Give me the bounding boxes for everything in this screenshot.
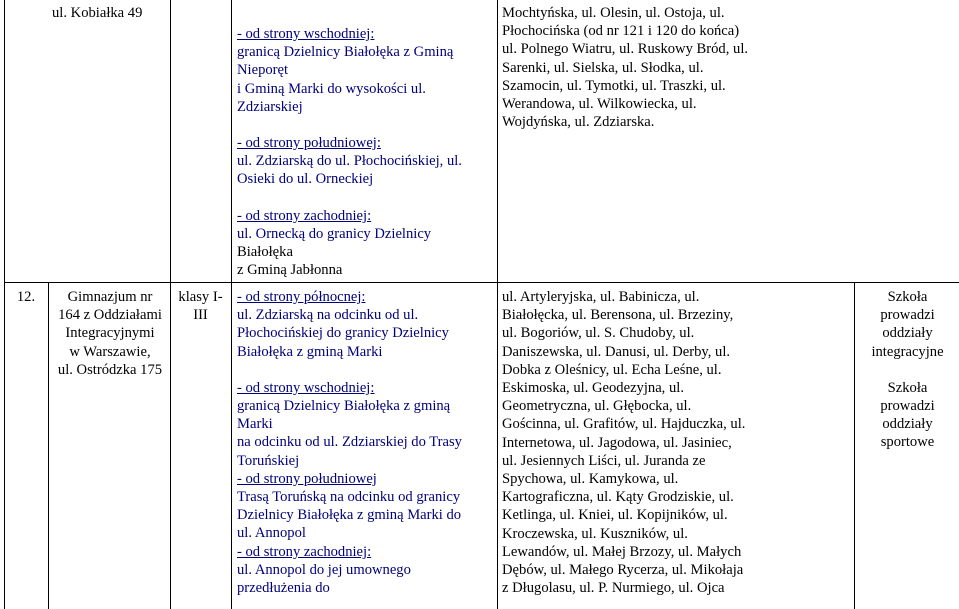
street-line: Dobka z Oleśnicy, ul. Echa Leśne, ul. xyxy=(502,361,722,378)
street-line: Płochocińska (od nr 121 i 120 do końca) xyxy=(502,23,740,40)
row12-boundaries-cell xyxy=(237,288,495,597)
row11-boundaries-cell xyxy=(237,25,495,279)
street-line: Mochtyńska, ul. Olesin, ul. Ostoja, ul. xyxy=(502,5,725,21)
boundary-line: ul. Annopol xyxy=(237,525,306,542)
boundary-line: i Gminą Marki do wysokości ul. xyxy=(237,80,426,97)
boundary-line: granicą Dzielnicy Białołęka z Gminą xyxy=(237,44,454,61)
school-name-line: w Warszawie, xyxy=(69,343,151,360)
direction-heading: - od strony zachodniej: xyxy=(237,207,372,224)
direction-heading: - od strony zachodniej: xyxy=(237,543,372,560)
classes-line: klasy I- xyxy=(178,289,223,305)
blank-line xyxy=(237,361,495,379)
direction-heading: - od strony południowej xyxy=(237,470,377,487)
boundary-line: Trasą Toruńską na odcinku od granicy xyxy=(237,489,461,506)
street-line: Spychowa, ul. Kamykowa, ul. xyxy=(502,471,679,488)
address-line: ul. Kobiałka 49 xyxy=(52,5,143,21)
note-line: Szkoła xyxy=(887,379,928,396)
street-line: ul. Jesiennych Liści, ul. Juranda ze xyxy=(502,452,706,469)
direction-heading: - od strony północnej: xyxy=(237,289,366,305)
row12-notes-cell xyxy=(856,288,959,452)
note-line: prowadzi xyxy=(880,398,935,415)
street-line: ul. Bogoriów, ul. S. Chudoby, ul. xyxy=(502,325,695,342)
direction-heading: - od strony południowej: xyxy=(237,135,381,152)
note-line: oddziały xyxy=(882,325,933,342)
street-line: Kroczewska, ul. Kuszników, ul. xyxy=(502,525,688,542)
school-name-line: ul. Ostródzka 175 xyxy=(57,361,163,378)
boundary-line: granicą Dzielnicy Białołęka z gminą xyxy=(237,398,451,415)
street-line: Daniszewska, ul. Danusi, ul. Derby, ul. xyxy=(502,343,731,360)
street-line: Białołęcka, ul. Berensona, ul. Brzeziny, xyxy=(502,307,734,324)
street-line: Gościnna, ul. Grafitów, ul. Hajduczka, ul. xyxy=(502,416,746,433)
street-line: Szamocin, ul. Tymotki, ul. Traszki, ul. xyxy=(502,77,726,94)
boundary-line: Nieporęt xyxy=(237,62,289,79)
col-divider-1 xyxy=(48,282,49,609)
row12-school-cell xyxy=(52,288,168,379)
col-divider-5 xyxy=(854,282,855,609)
boundary-line: Białołęka z gminą Marki xyxy=(237,343,383,360)
street-line: Eskimoska, ul. Geodezyjna, ul. xyxy=(502,380,684,397)
boundary-line: Białołęka xyxy=(237,244,293,261)
street-line: Ketlinga, ul. Kniei, ul. Kopijników, ul. xyxy=(502,507,728,524)
blank-line xyxy=(237,116,495,134)
street-line: z Długolasu, ul. P. Nurmiego, ul. Ojca xyxy=(502,580,725,597)
boundary-line: ul. Zdziarską do ul. Płochocińskiej, ul. xyxy=(237,153,462,170)
col-divider-4 xyxy=(497,0,498,609)
note-line: integracyjne xyxy=(871,343,944,360)
street-line: Lewandów, ul. Małej Brzozy, ul. Małych xyxy=(502,543,742,560)
note-line: sportowe xyxy=(880,434,935,451)
street-line: Internetowa, ul. Jagodowa, ul. Jasiniec, xyxy=(502,434,732,451)
street-line: Dębów, ul. Małego Rycerza, ul. Mikołaja xyxy=(502,562,744,579)
boundary-line: ul. Ornecką do granicy Dzielnicy xyxy=(237,225,432,242)
boundary-line: z Gminą Jabłonna xyxy=(237,262,343,279)
boundary-line: na odcinku od ul. Zdziarskiej do Trasy xyxy=(237,434,462,451)
col-divider-2 xyxy=(170,0,171,609)
direction-heading: - od strony wschodniej: xyxy=(237,26,375,42)
boundary-line: ul. Zdziarską na odcinku od ul. xyxy=(237,307,419,324)
row12-number xyxy=(6,288,46,306)
row-divider xyxy=(4,282,959,283)
row11-address-cell xyxy=(52,4,168,22)
blank-line xyxy=(237,189,495,207)
street-line: Kartograficzna, ul. Kąty Grodziskie, ul. xyxy=(502,489,734,506)
street-line: ul. Artyleryjska, ul. Babinicza, ul. xyxy=(502,289,700,305)
boundary-line: Toruńskiej xyxy=(237,452,300,469)
direction-heading: - od strony wschodniej: xyxy=(237,379,375,396)
boundary-line: Płochocińskiej do granicy Dzielnicy xyxy=(237,325,449,342)
note-line: oddziały xyxy=(882,416,933,433)
row12-classes-cell xyxy=(172,288,229,324)
row12-streets-cell xyxy=(502,288,854,597)
boundary-line: Osieki do ul. Orneckiej xyxy=(237,171,374,188)
boundary-line: ul. Annopol do jej umownego xyxy=(237,561,411,578)
school-name-line: Gimnazjum nr xyxy=(67,289,153,305)
school-name-line: Integracyjnymi xyxy=(65,325,155,342)
boundary-line: Dzielnicy Białołęka z gminą Marki do xyxy=(237,507,462,524)
note-line: Szkoła xyxy=(887,289,928,305)
blank-line xyxy=(856,361,959,379)
street-line: Wojdyńska, ul. Zdziarska. xyxy=(502,114,655,131)
street-line: Werandowa, ul. Wilkowiecka, ul. xyxy=(502,96,697,113)
street-line: ul. Polnego Wiatru, ul. Ruskowy Bród, ul. xyxy=(502,41,749,58)
note-line: prowadzi xyxy=(880,307,935,324)
table-border-left xyxy=(4,0,5,609)
street-line: Sarenki, ul. Sielska, ul. Słodka, ul. xyxy=(502,59,704,76)
boundary-line: przedłużenia do xyxy=(237,580,330,597)
boundary-line: Marki xyxy=(237,416,273,433)
school-name-line: 164 z Oddziałami xyxy=(58,307,162,324)
boundary-line: Zdziarskiej xyxy=(237,98,303,115)
col-divider-3 xyxy=(231,0,232,609)
street-line: Geometryczna, ul. Głębocka, ul. xyxy=(502,398,692,415)
row-number: 12. xyxy=(16,289,36,305)
classes-line: III xyxy=(193,307,208,324)
row11-streets-cell xyxy=(502,4,857,131)
